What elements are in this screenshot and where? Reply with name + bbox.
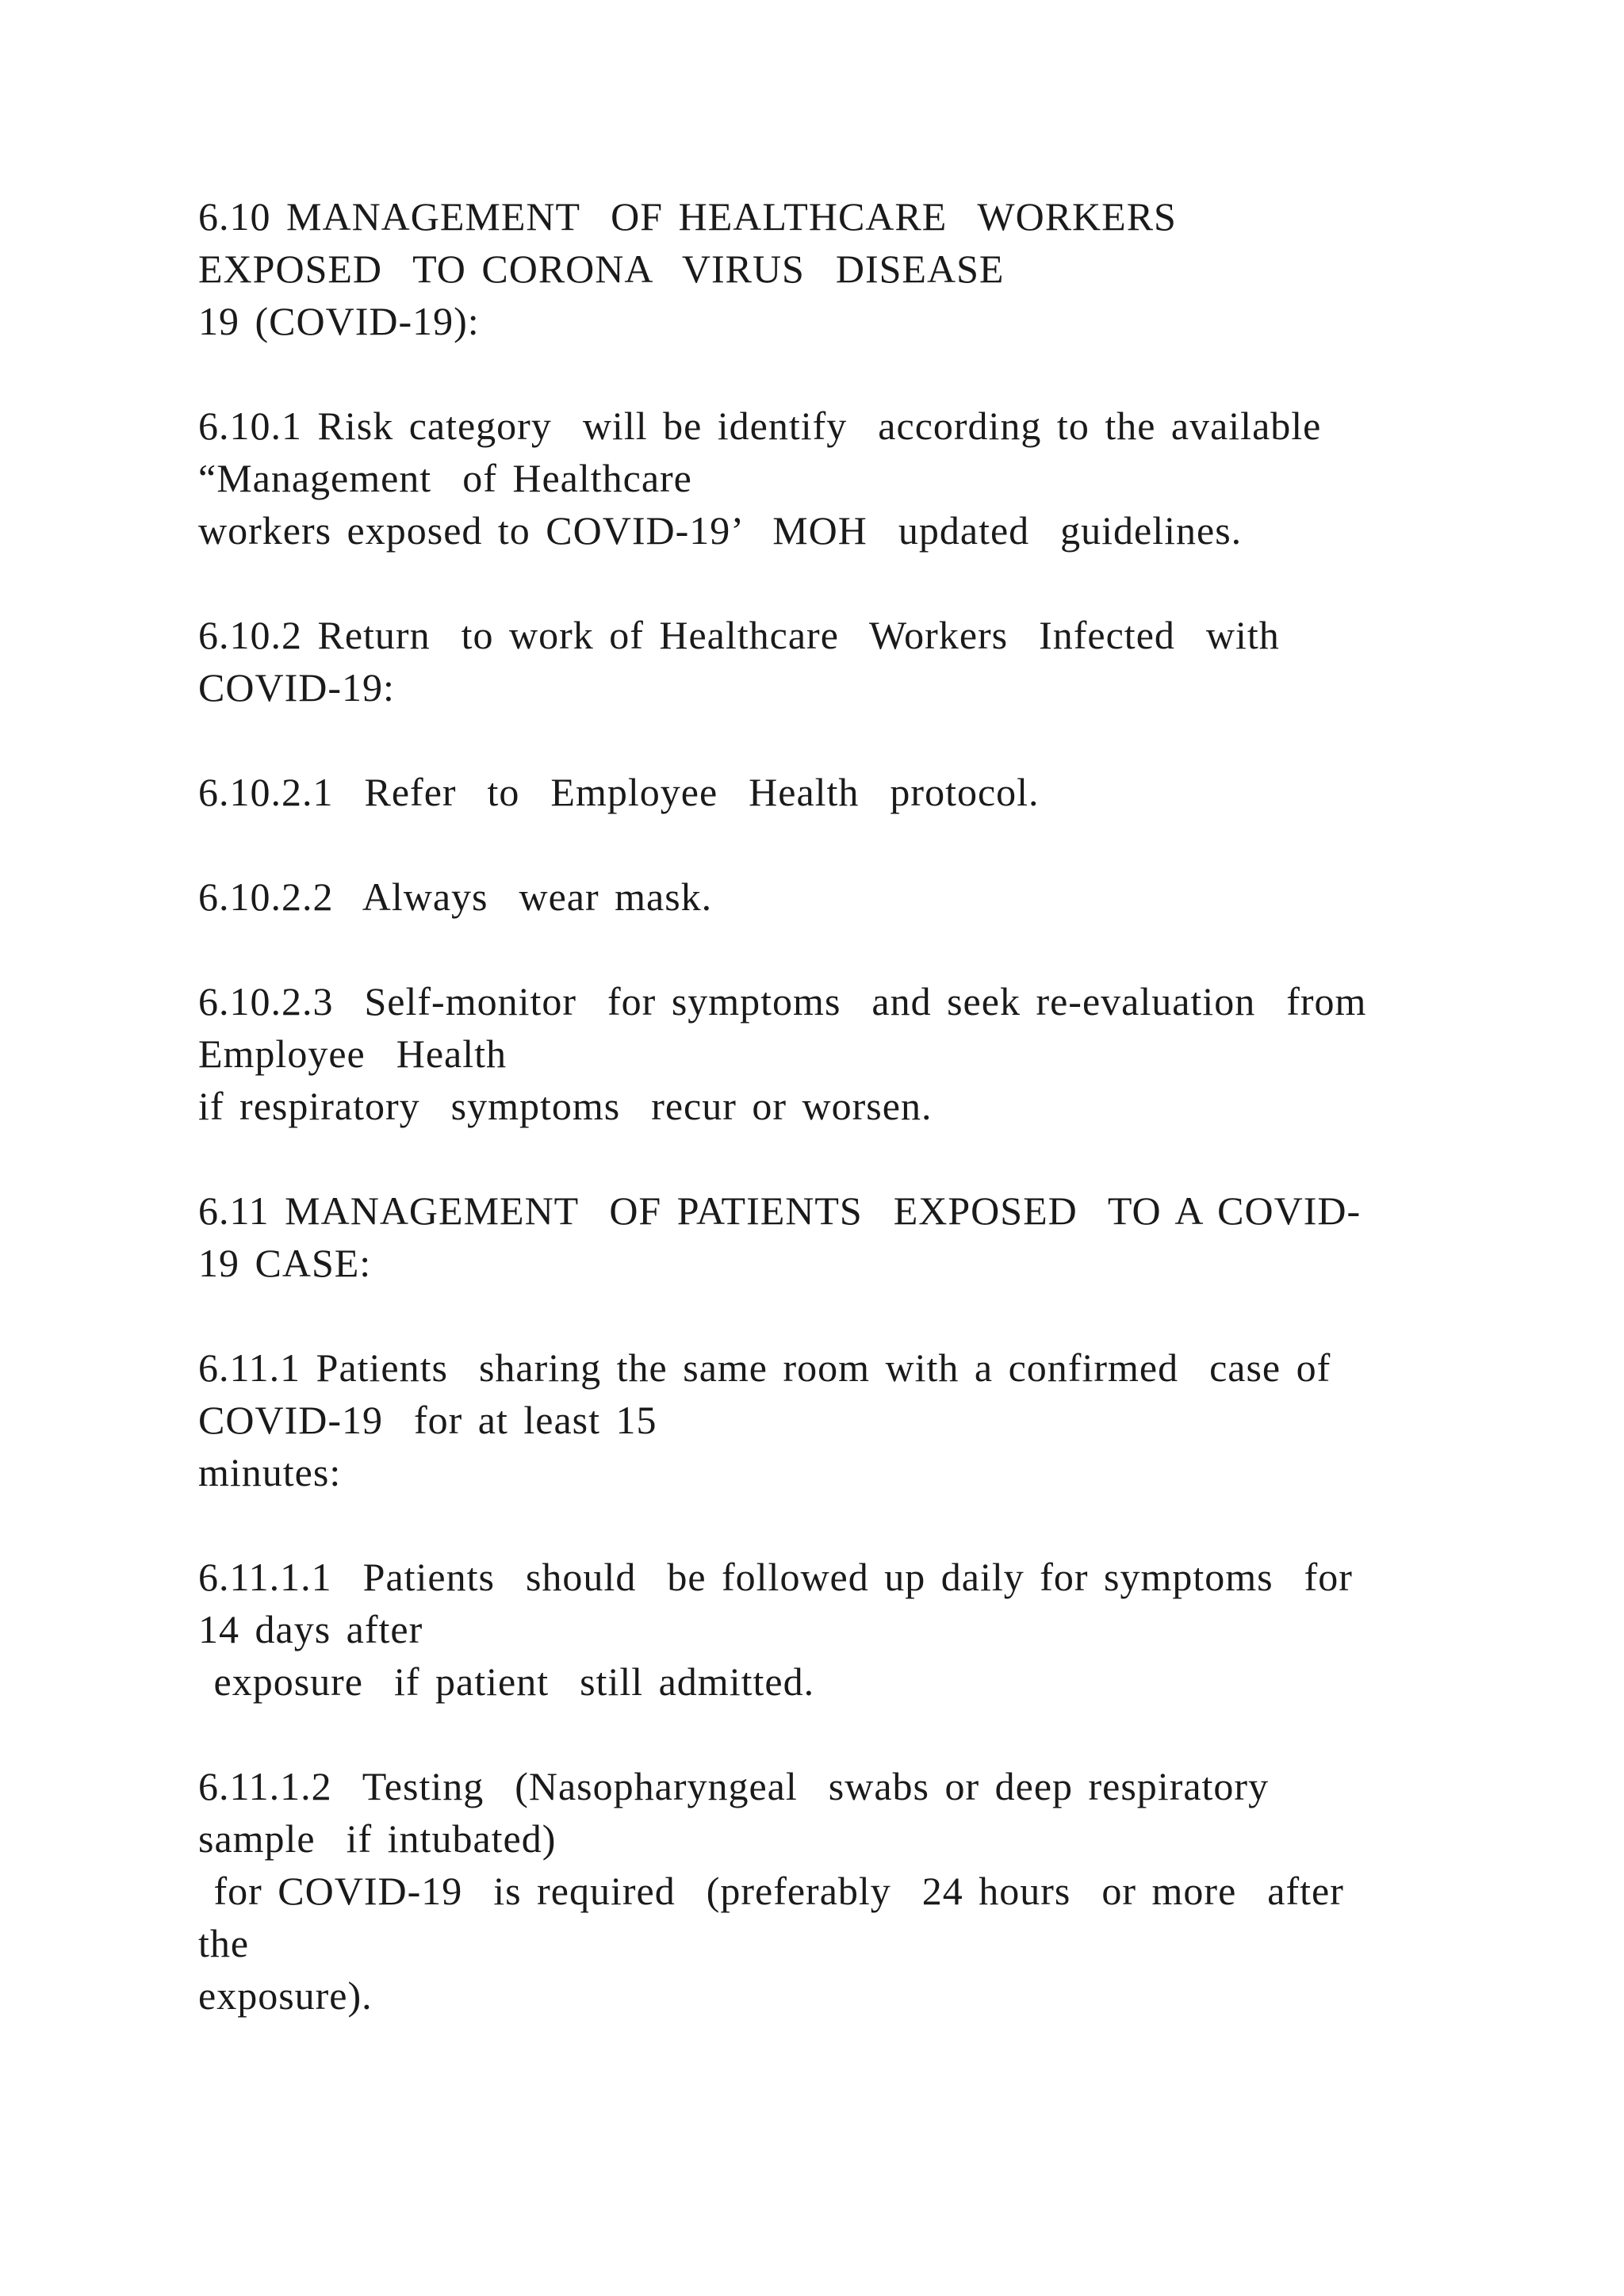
text-line: EXPOSED TO CORONA VIRUS DISEASE [198,247,1005,291]
text-line: if respiratory symptoms recur or worsen. [198,1084,933,1128]
text-line: sample if intubated) [198,1816,557,1861]
text-line: 14 days after [198,1607,423,1651]
text-line: 6.10.2.2 Always wear mask. [198,874,713,919]
section-heading [198,190,1507,347]
text-line: “Management of Healthcare [198,456,692,500]
text-line: 19 CASE: [198,1241,372,1285]
paragraph [198,609,1507,714]
paragraph [198,400,1507,557]
text-line: 6.10.2 Return to work of Healthcare Workers Infected with [198,613,1280,657]
text-line: exposure if patient still admitted. [198,1659,815,1704]
text-line: workers exposed to COVID-19’ MOH updated guidelines. [198,508,1243,553]
text-line: for COVID-19 is required (preferably 24 hours or more after [198,1869,1344,1913]
section-heading [198,1184,1507,1289]
paragraph [198,975,1507,1132]
text-line: COVID-19 for at least 15 [198,1398,657,1442]
paragraph [198,1341,1507,1498]
paragraph [198,871,1507,923]
text-line: 6.11.1.2 Testing (Nasopharyngeal swabs or deep respiratory [198,1764,1270,1808]
paragraph [198,766,1507,818]
paragraph [198,1760,1507,2022]
text-line: 6.11 MANAGEMENT OF PATIENTS EXPOSED TO A COVID- [198,1188,1362,1233]
text-line: minutes: [198,1450,342,1494]
document-body [198,190,1507,2074]
text-line: 6.10.1 Risk category will be identify according to the available [198,404,1322,448]
text-line: 6.11.1 Patients sharing the same room with a confirmed case of [198,1345,1331,1390]
text-line: 6.11.1.1 Patients should be followed up daily for symptoms for [198,1555,1353,1599]
text-line: 19 (COVID-19): [198,299,480,343]
text-line: exposure). [198,1973,373,2018]
paragraph [198,1551,1507,1708]
text-line: 6.10 MANAGEMENT OF HEALTHCARE WORKERS [198,194,1177,239]
text-line: 6.10.2.1 Refer to Employee Health protocol. [198,770,1040,814]
text-line: 6.10.2.3 Self-monitor for symptoms and seek re-evaluation from [198,979,1367,1024]
text-line: the [198,1921,250,1965]
text-line: COVID-19: [198,665,395,710]
text-line: Employee Health [198,1031,507,1076]
